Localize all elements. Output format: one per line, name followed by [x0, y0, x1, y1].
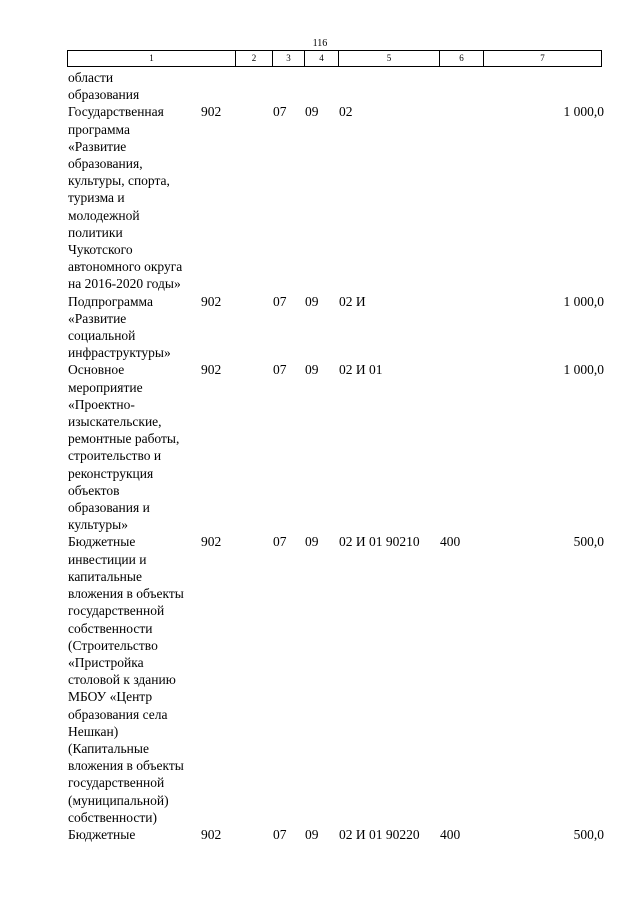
- row-name-line: образования села: [68, 706, 168, 722]
- row-name-line: программа: [68, 121, 130, 137]
- subsection-code: [305, 69, 339, 103]
- row-name-line: ремонтные работы,: [68, 431, 180, 447]
- row-name-line: культуры, спорта,: [68, 173, 170, 189]
- expense-type-code: [440, 103, 484, 292]
- row-name-line: Нешкан): [68, 723, 119, 739]
- target-code: 02 И 01 90210: [339, 534, 420, 550]
- row-name-line: инвестиции и: [68, 551, 147, 567]
- row-name-line: Основное: [68, 362, 125, 378]
- target-code: 02 И: [339, 293, 366, 309]
- row-name-line: вложения в объекты: [68, 758, 184, 774]
- row-name-line: государственной: [68, 603, 165, 619]
- row-name-line: «Развитие: [68, 310, 127, 326]
- row-name-line: (муниципальной): [68, 792, 169, 808]
- row-name-line: на 2016-2020 годы»: [68, 276, 181, 292]
- subsection-code: 09: [305, 362, 319, 378]
- row-name-line: государственной: [68, 775, 165, 791]
- row-name-line: Бюджетные: [68, 534, 136, 550]
- table-row: [68, 293, 604, 362]
- admin-code: 902: [201, 826, 222, 842]
- header-col-4: 4: [305, 51, 339, 66]
- row-name: [68, 293, 201, 362]
- section-code: 07: [273, 826, 287, 842]
- section-code: 07: [273, 104, 287, 120]
- row-name-line: образования: [68, 87, 140, 103]
- row-name-line: области: [68, 70, 114, 85]
- header-col-5: 5: [339, 51, 440, 66]
- amount: 1 000,0: [563, 293, 604, 309]
- amount: 500,0: [573, 826, 604, 842]
- admin-code: 902: [201, 534, 222, 550]
- amount: [484, 69, 604, 103]
- row-name-line: столовой к зданию: [68, 672, 176, 688]
- table-header: [67, 50, 602, 67]
- admin-code: 902: [201, 293, 222, 309]
- row-name-line: реконструкция: [68, 465, 154, 481]
- row-name-line: собственности: [68, 620, 153, 636]
- expense-type-code: 400: [440, 826, 461, 842]
- row-name-line: молодежной: [68, 207, 140, 223]
- expense-type-code: [440, 361, 484, 533]
- row-name-line: туризма и: [68, 190, 125, 206]
- target-code: 02: [339, 104, 353, 120]
- row-name-line: культуры»: [68, 517, 128, 533]
- row-name-line: (Строительство: [68, 637, 158, 653]
- target-code: [339, 69, 440, 103]
- subsection-code: 09: [305, 293, 319, 309]
- row-name-line: капитальные: [68, 568, 142, 584]
- subsection-code: 09: [305, 826, 319, 842]
- row-name-line: МБОУ «Центр: [68, 689, 153, 705]
- target-code: 02 И 01 90220: [339, 826, 420, 842]
- section-code: 07: [273, 362, 287, 378]
- table-row: [68, 361, 604, 533]
- expense-type-code: [440, 293, 484, 362]
- section-code: [273, 69, 305, 103]
- row-name-line: «Проектно-: [68, 396, 135, 412]
- amount: 1 000,0: [563, 362, 604, 378]
- table-row: [68, 826, 604, 843]
- row-name-line: изыскательские,: [68, 414, 162, 430]
- header-col-1: 1: [68, 51, 236, 66]
- row-name-line: социальной: [68, 328, 136, 344]
- row-name-line: строительство и: [68, 448, 162, 464]
- row-name-line: образования,: [68, 156, 143, 172]
- subsection-code: 09: [305, 534, 319, 550]
- row-name-line: «Развитие: [68, 138, 127, 154]
- row-name: [68, 69, 201, 103]
- page-number: 116: [312, 38, 328, 49]
- header-col-7: 7: [540, 53, 545, 63]
- table-row: [68, 533, 604, 825]
- header-col-3: 3: [273, 51, 305, 66]
- row-name-line: инфраструктуры»: [68, 345, 171, 361]
- row-name-line: Подпрограмма: [68, 293, 153, 309]
- row-name-line: мероприятие: [68, 379, 143, 395]
- row-name-line: (Капитальные: [68, 740, 149, 756]
- expense-type-code: 400: [440, 534, 461, 550]
- row-name-line: образования и: [68, 500, 150, 516]
- row-name-line: объектов: [68, 482, 120, 498]
- row-name: [68, 361, 201, 533]
- header-col-2: 2: [236, 51, 273, 66]
- row-name-line: «Пристройка: [68, 654, 144, 670]
- table-row: [68, 69, 604, 103]
- row-name-line: Бюджетные: [68, 826, 136, 842]
- row-name-line: Государственная: [68, 104, 164, 120]
- section-code: 07: [273, 293, 287, 309]
- table-row: [68, 103, 604, 292]
- row-name-line: собственности): [68, 809, 157, 825]
- target-code: 02 И 01: [339, 362, 383, 378]
- admin-code: 902: [201, 104, 222, 120]
- amount: 1 000,0: [563, 104, 604, 120]
- amount: 500,0: [573, 534, 604, 550]
- subsection-code: 09: [305, 104, 319, 120]
- table-body: [68, 69, 604, 843]
- row-name-line: автономного округа: [68, 259, 183, 275]
- admin-code: 902: [201, 362, 222, 378]
- admin-code: [201, 69, 273, 103]
- row-name-line: политики: [68, 224, 123, 240]
- section-code: 07: [273, 534, 287, 550]
- header-col-6: 6: [440, 51, 484, 66]
- row-name-line: вложения в объекты: [68, 586, 184, 602]
- row-name: [68, 826, 201, 843]
- row-name-line: Чукотского: [68, 242, 133, 258]
- row-name: [68, 533, 201, 825]
- row-name: [68, 103, 201, 292]
- expense-type-code: [440, 69, 484, 103]
